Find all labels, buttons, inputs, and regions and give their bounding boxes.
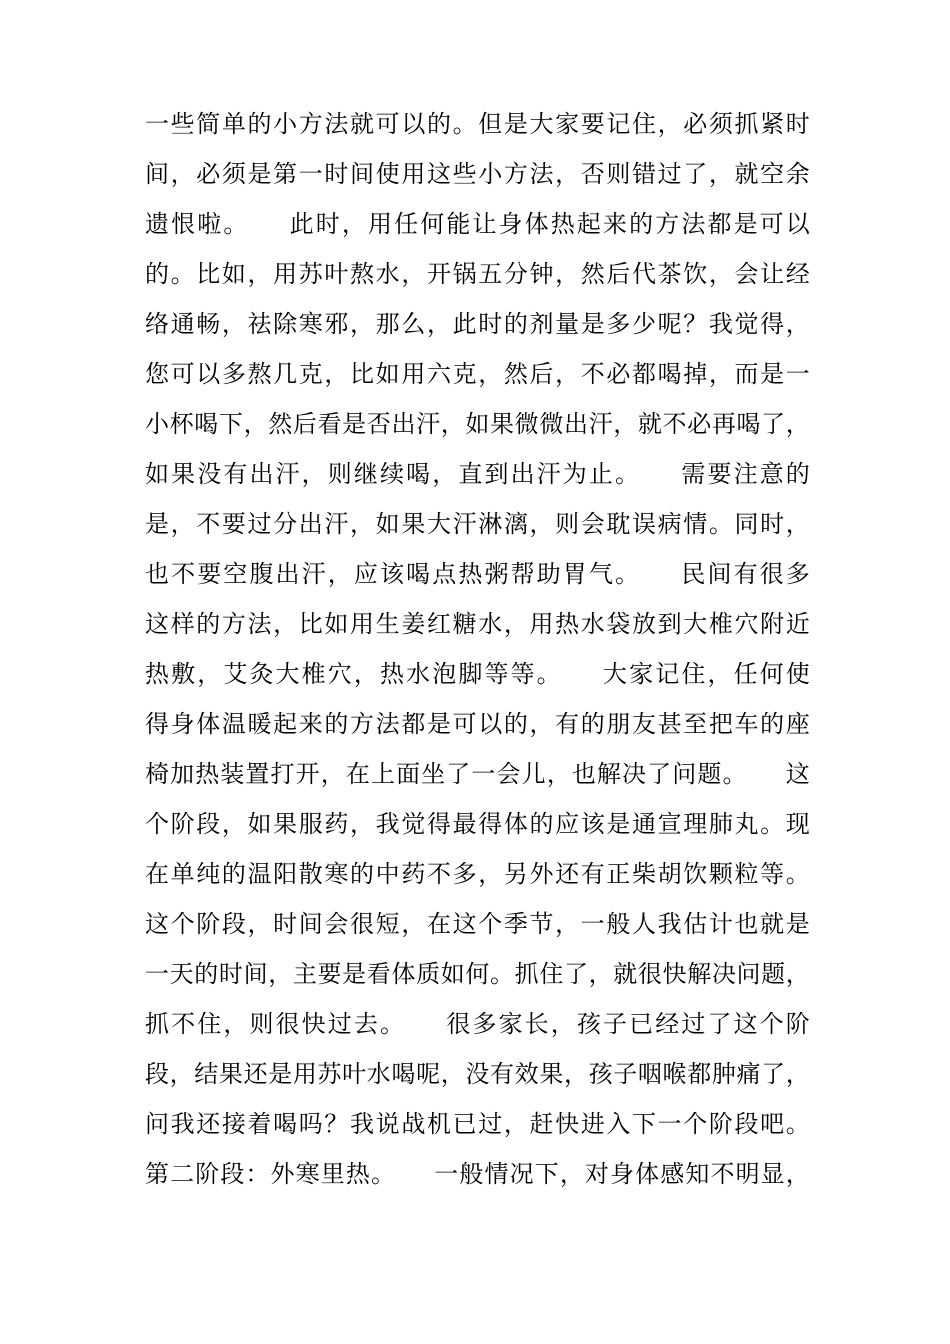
text-line: 热敷，艾灸大椎穴，热水泡脚等等。 大家记住，任何使 <box>145 660 810 688</box>
text-line: 第二阶段：外寒里热。 一般情况下，对身体感知不明显， <box>145 1160 810 1188</box>
text-line: 的。比如，用苏叶熬水，开锅五分钟，然后代茶饮，会让经 <box>145 260 810 288</box>
text-line: 是，不要过分出汗，如果大汗淋漓，则会耽误病情。同时， <box>145 510 810 538</box>
text-line: 段，结果还是用苏叶水喝呢，没有效果，孩子咽喉都肿痛了， <box>145 1060 810 1088</box>
text-line: 椅加热装置打开，在上面坐了一会儿，也解决了问题。 这 <box>145 760 810 788</box>
text-line: 也不要空腹出汗，应该喝点热粥帮助胃气。 民间有很多 <box>145 560 810 588</box>
text-line: 抓不住，则很快过去。 很多家长，孩子已经过了这个阶 <box>145 1010 810 1038</box>
text-line: 间，必须是第一时间使用这些小方法，否则错过了，就空余 <box>145 160 810 188</box>
text-line: 得身体温暖起来的方法都是可以的，有的朋友甚至把车的座 <box>145 710 810 738</box>
text-line: 这样的方法，比如用生姜红糖水，用热水袋放到大椎穴附近 <box>145 610 810 638</box>
text-line: 小杯喝下，然后看是否出汗，如果微微出汗，就不必再喝了， <box>145 410 810 438</box>
text-line: 问我还接着喝吗？我说战机已过，赶快进入下一个阶段吧。 <box>145 1110 810 1138</box>
text-line: 一天的时间，主要是看体质如何。抓住了，就很快解决问题， <box>145 960 810 988</box>
text-line: 络通畅，祛除寒邪，那么，此时的剂量是多少呢？我觉得， <box>145 310 810 338</box>
text-line: 这个阶段，时间会很短，在这个季节，一般人我估计也就是 <box>145 910 810 938</box>
text-line: 个阶段，如果服药，我觉得最得体的应该是通宣理肺丸。现 <box>145 810 810 838</box>
text-line: 一些简单的小方法就可以的。但是大家要记住，必须抓紧时 <box>145 110 810 138</box>
text-line: 遗恨啦。 此时，用任何能让身体热起来的方法都是可以 <box>145 210 810 238</box>
body-text <box>145 99 810 1199</box>
text-line: 您可以多熬几克，比如用六克，然后，不必都喝掉，而是一 <box>145 360 810 388</box>
text-line: 如果没有出汗，则继续喝，直到出汗为止。 需要注意的 <box>145 460 810 488</box>
text-line: 在单纯的温阳散寒的中药不多，另外还有正柴胡饮颗粒等。 <box>145 860 810 888</box>
